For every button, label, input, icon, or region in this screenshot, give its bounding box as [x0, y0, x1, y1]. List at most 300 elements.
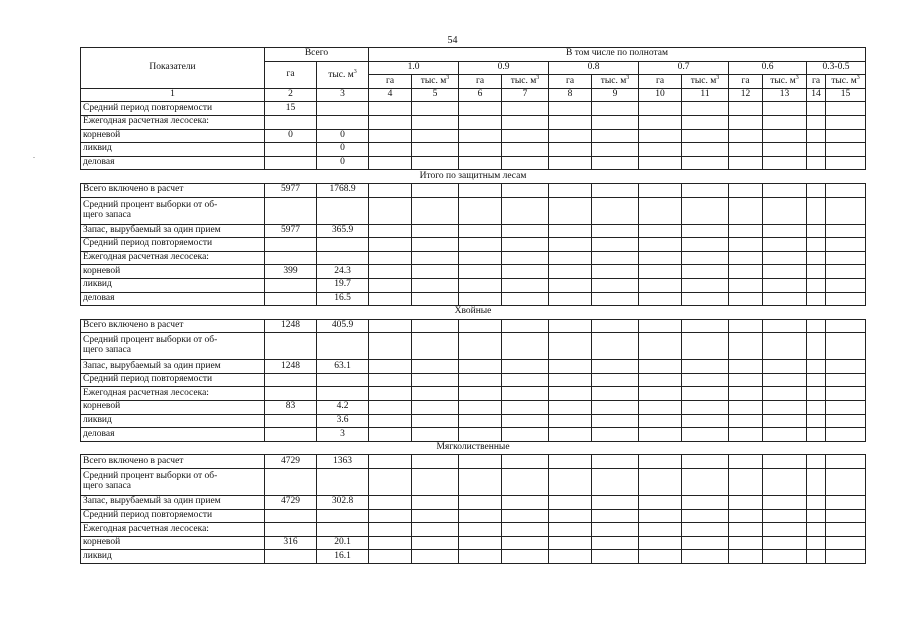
value-vol: 1768.9 [317, 183, 369, 197]
value-empty [682, 360, 729, 374]
value-empty [592, 469, 639, 496]
value-empty [459, 102, 502, 116]
value-empty [763, 278, 807, 292]
row-label: Средний период повторяемости [81, 373, 265, 387]
value-vol [317, 197, 369, 224]
value-empty [826, 251, 866, 265]
value-empty [826, 360, 866, 374]
value-empty [502, 292, 549, 306]
value-empty [459, 292, 502, 306]
value-empty [412, 496, 459, 510]
value-empty [639, 360, 682, 374]
value-empty [729, 278, 763, 292]
value-empty [807, 183, 826, 197]
header-by-density: В том числе по полнотам [369, 48, 866, 62]
value-empty [592, 333, 639, 360]
value-vol: 0 [317, 156, 369, 170]
value-empty [412, 509, 459, 523]
value-ha: 316 [265, 536, 317, 550]
value-ha [265, 428, 317, 442]
value-ha: 1248 [265, 360, 317, 374]
header-density-2: 0.8 [549, 61, 639, 75]
value-empty [729, 360, 763, 374]
value-empty [682, 333, 729, 360]
column-number: 12 [729, 88, 763, 102]
column-number: 2 [265, 88, 317, 102]
value-empty [502, 360, 549, 374]
value-empty [369, 115, 412, 129]
value-empty [412, 102, 459, 116]
value-empty [729, 115, 763, 129]
value-empty [369, 129, 412, 143]
row-label: Ежегодная расчетная лесосека: [81, 251, 265, 265]
header-density-vol: тыс. $м^3$ [826, 75, 866, 89]
section-title: Итого по защитным лесам [81, 170, 866, 184]
value-empty [412, 129, 459, 143]
value-empty [729, 455, 763, 469]
value-empty [763, 224, 807, 238]
value-empty [807, 292, 826, 306]
value-empty [369, 414, 412, 428]
value-empty [369, 333, 412, 360]
table-row [81, 469, 866, 496]
table-row [81, 509, 866, 523]
table-row [81, 143, 866, 157]
value-empty [412, 360, 459, 374]
value-empty [412, 373, 459, 387]
value-empty [549, 183, 592, 197]
value-empty [826, 509, 866, 523]
value-ha [265, 414, 317, 428]
value-empty [459, 469, 502, 496]
value-empty [763, 509, 807, 523]
value-ha: 15 [265, 102, 317, 116]
value-empty [369, 360, 412, 374]
value-vol: 1363 [317, 455, 369, 469]
value-vol: 0 [317, 129, 369, 143]
value-vol [317, 238, 369, 252]
value-ha: 0 [265, 129, 317, 143]
value-ha [265, 523, 317, 537]
value-empty [592, 129, 639, 143]
value-empty [639, 156, 682, 170]
value-empty [682, 183, 729, 197]
value-vol: 19.7 [317, 278, 369, 292]
value-empty [412, 238, 459, 252]
value-empty [412, 156, 459, 170]
value-empty [729, 333, 763, 360]
value-empty [459, 523, 502, 537]
value-empty [807, 469, 826, 496]
value-empty [807, 102, 826, 116]
value-empty [763, 469, 807, 496]
column-number: 10 [639, 88, 682, 102]
value-empty [729, 469, 763, 496]
value-empty [826, 292, 866, 306]
value-empty [763, 238, 807, 252]
table-row [81, 319, 866, 333]
value-empty [549, 224, 592, 238]
row-label: Средний период повторяемости [81, 509, 265, 523]
value-empty [549, 360, 592, 374]
value-empty [763, 387, 807, 401]
value-empty [502, 550, 549, 564]
value-empty [763, 129, 807, 143]
value-empty [826, 469, 866, 496]
value-empty [807, 455, 826, 469]
value-empty [826, 156, 866, 170]
row-label: корневой [81, 401, 265, 415]
table-row [81, 414, 866, 428]
column-number: 14 [807, 88, 826, 102]
value-empty [807, 536, 826, 550]
value-empty [549, 156, 592, 170]
value-empty [682, 319, 729, 333]
value-empty [412, 469, 459, 496]
value-empty [459, 536, 502, 550]
value-empty [369, 292, 412, 306]
row-label: корневой [81, 536, 265, 550]
value-empty [549, 455, 592, 469]
value-vol: 302.8 [317, 496, 369, 510]
value-empty [729, 536, 763, 550]
value-ha: 4729 [265, 455, 317, 469]
row-label: ликвид [81, 414, 265, 428]
value-empty [639, 373, 682, 387]
value-empty [369, 387, 412, 401]
header-indicator: Показатели [81, 48, 265, 89]
value-empty [639, 129, 682, 143]
table-row [81, 265, 866, 279]
value-empty [807, 251, 826, 265]
value-empty [763, 414, 807, 428]
value-empty [459, 197, 502, 224]
value-empty [592, 278, 639, 292]
value-empty [502, 197, 549, 224]
value-empty [682, 469, 729, 496]
value-vol: 4.2 [317, 401, 369, 415]
row-label: Всего включено в расчет [81, 319, 265, 333]
value-empty [682, 523, 729, 537]
header-density-3: 0.7 [639, 61, 729, 75]
value-empty [826, 319, 866, 333]
value-empty [592, 319, 639, 333]
value-empty [459, 156, 502, 170]
value-empty [826, 496, 866, 510]
value-empty [763, 251, 807, 265]
value-empty [763, 373, 807, 387]
header-density-vol: тыс. $м^3$ [592, 75, 639, 89]
value-empty [807, 496, 826, 510]
value-ha [265, 278, 317, 292]
value-empty [369, 238, 412, 252]
value-empty [412, 183, 459, 197]
value-empty [592, 292, 639, 306]
value-empty [369, 251, 412, 265]
value-empty [807, 373, 826, 387]
value-empty [729, 156, 763, 170]
table-row [81, 183, 866, 197]
value-empty [763, 115, 807, 129]
value-vol: 20.1 [317, 536, 369, 550]
value-empty [459, 373, 502, 387]
value-empty [763, 156, 807, 170]
value-empty [639, 428, 682, 442]
value-empty [412, 414, 459, 428]
value-ha: 1248 [265, 319, 317, 333]
value-empty [369, 496, 412, 510]
value-empty [763, 333, 807, 360]
value-empty [729, 509, 763, 523]
value-empty [592, 509, 639, 523]
value-empty [549, 102, 592, 116]
value-empty [549, 509, 592, 523]
value-empty [459, 387, 502, 401]
value-empty [639, 469, 682, 496]
value-empty [729, 523, 763, 537]
value-vol [317, 102, 369, 116]
value-empty [502, 278, 549, 292]
value-empty [807, 319, 826, 333]
value-empty [549, 536, 592, 550]
value-empty [807, 550, 826, 564]
value-empty [412, 115, 459, 129]
value-ha [265, 387, 317, 401]
value-empty [826, 401, 866, 415]
value-empty [369, 469, 412, 496]
value-empty [592, 102, 639, 116]
table-row [81, 536, 866, 550]
value-empty [549, 414, 592, 428]
value-empty [639, 387, 682, 401]
value-empty [639, 197, 682, 224]
value-empty [682, 102, 729, 116]
value-empty [502, 333, 549, 360]
value-empty [549, 401, 592, 415]
row-label: Запас, вырубаемый за один прием [81, 496, 265, 510]
table-row [81, 496, 866, 510]
value-empty [459, 278, 502, 292]
value-ha [265, 238, 317, 252]
section-title: Хвойные [81, 306, 866, 320]
row-label: ликвид [81, 550, 265, 564]
row-label: деловая [81, 428, 265, 442]
header-density-5: 0.3-0.5 [807, 61, 866, 75]
value-vol [317, 373, 369, 387]
value-empty [639, 333, 682, 360]
value-empty [502, 224, 549, 238]
value-empty [763, 523, 807, 537]
value-empty [682, 278, 729, 292]
value-empty [639, 496, 682, 510]
value-empty [459, 115, 502, 129]
row-label: Запас, вырубаемый за один прием [81, 224, 265, 238]
table-row [81, 523, 866, 537]
value-empty [592, 536, 639, 550]
value-vol [317, 387, 369, 401]
value-empty [807, 129, 826, 143]
value-empty [369, 550, 412, 564]
value-empty [639, 455, 682, 469]
value-empty [807, 265, 826, 279]
value-empty [459, 509, 502, 523]
value-empty [549, 373, 592, 387]
value-empty [682, 129, 729, 143]
value-empty [502, 536, 549, 550]
value-empty [592, 401, 639, 415]
header-density-vol: тыс. $м^3$ [682, 75, 729, 89]
value-empty [763, 197, 807, 224]
value-empty [807, 428, 826, 442]
value-empty [459, 428, 502, 442]
value-empty [826, 143, 866, 157]
table-row [81, 387, 866, 401]
value-empty [826, 115, 866, 129]
value-empty [369, 428, 412, 442]
value-empty [682, 455, 729, 469]
value-empty [826, 428, 866, 442]
row-label: ликвид [81, 278, 265, 292]
value-empty [729, 292, 763, 306]
value-empty [826, 333, 866, 360]
value-empty [729, 102, 763, 116]
table-row [81, 401, 866, 415]
row-label: деловая [81, 156, 265, 170]
value-empty [592, 360, 639, 374]
value-vol: 365.9 [317, 224, 369, 238]
value-empty [763, 143, 807, 157]
value-empty [369, 401, 412, 415]
value-empty [592, 224, 639, 238]
value-empty [412, 523, 459, 537]
row-label: Средний процент выборки от об- щего запаса [81, 333, 265, 360]
column-number: 6 [459, 88, 502, 102]
value-empty [549, 143, 592, 157]
value-empty [502, 509, 549, 523]
row-label: Ежегодная расчетная лесосека: [81, 115, 265, 129]
value-empty [807, 156, 826, 170]
value-empty [807, 523, 826, 537]
value-empty [639, 509, 682, 523]
value-empty [639, 536, 682, 550]
header-density-vol: тыс. $м^3$ [412, 75, 459, 89]
value-empty [763, 496, 807, 510]
value-empty [369, 523, 412, 537]
header-density-ha: га [459, 75, 502, 89]
value-empty [412, 278, 459, 292]
value-empty [639, 401, 682, 415]
value-ha [265, 469, 317, 496]
header-total-vol: тыс. $м^3$ [317, 61, 369, 88]
value-empty [412, 265, 459, 279]
value-empty [807, 387, 826, 401]
forest-cut-table [80, 47, 866, 564]
value-empty [502, 251, 549, 265]
value-empty [763, 292, 807, 306]
value-empty [592, 455, 639, 469]
value-empty [639, 414, 682, 428]
value-empty [412, 455, 459, 469]
value-empty [549, 251, 592, 265]
value-empty [826, 414, 866, 428]
table-row [81, 333, 866, 360]
value-empty [807, 360, 826, 374]
value-ha: 5977 [265, 224, 317, 238]
value-vol [317, 115, 369, 129]
row-label: деловая [81, 292, 265, 306]
value-empty [682, 550, 729, 564]
value-empty [682, 197, 729, 224]
header-density-ha: га [729, 75, 763, 89]
value-empty [502, 238, 549, 252]
value-empty [549, 265, 592, 279]
table-row [81, 360, 866, 374]
row-label: ликвид [81, 143, 265, 157]
value-empty [807, 278, 826, 292]
value-empty [592, 387, 639, 401]
value-empty [502, 496, 549, 510]
value-empty [682, 387, 729, 401]
value-empty [412, 333, 459, 360]
value-empty [682, 428, 729, 442]
value-empty [369, 455, 412, 469]
value-empty [729, 387, 763, 401]
value-empty [807, 115, 826, 129]
value-ha [265, 143, 317, 157]
table-row [81, 550, 866, 564]
value-empty [592, 550, 639, 564]
value-empty [549, 469, 592, 496]
value-empty [826, 265, 866, 279]
value-empty [459, 183, 502, 197]
table-row [81, 170, 866, 184]
value-empty [763, 319, 807, 333]
value-empty [729, 238, 763, 252]
value-empty [729, 428, 763, 442]
value-empty [639, 265, 682, 279]
value-empty [502, 401, 549, 415]
value-empty [369, 183, 412, 197]
value-vol: 16.1 [317, 550, 369, 564]
value-empty [592, 265, 639, 279]
value-empty [502, 115, 549, 129]
section-title: Мягколиственные [81, 441, 866, 455]
value-empty [807, 333, 826, 360]
value-empty [549, 278, 592, 292]
value-empty [502, 183, 549, 197]
value-empty [682, 414, 729, 428]
value-vol [317, 251, 369, 265]
table-row [81, 428, 866, 442]
value-empty [826, 238, 866, 252]
row-label: Средний процент выборки от об- щего запаса [81, 197, 265, 224]
value-empty [592, 238, 639, 252]
header-density-4: 0.6 [729, 61, 807, 75]
table-row [81, 88, 866, 102]
value-empty [369, 224, 412, 238]
header-total: Всего [265, 48, 369, 62]
table-row [81, 292, 866, 306]
value-empty [729, 197, 763, 224]
column-number: 3 [317, 88, 369, 102]
value-vol: 24.3 [317, 265, 369, 279]
table-row [81, 156, 866, 170]
value-empty [729, 401, 763, 415]
value-vol: 63.1 [317, 360, 369, 374]
value-empty [459, 550, 502, 564]
value-empty [729, 143, 763, 157]
row-label: корневой [81, 129, 265, 143]
